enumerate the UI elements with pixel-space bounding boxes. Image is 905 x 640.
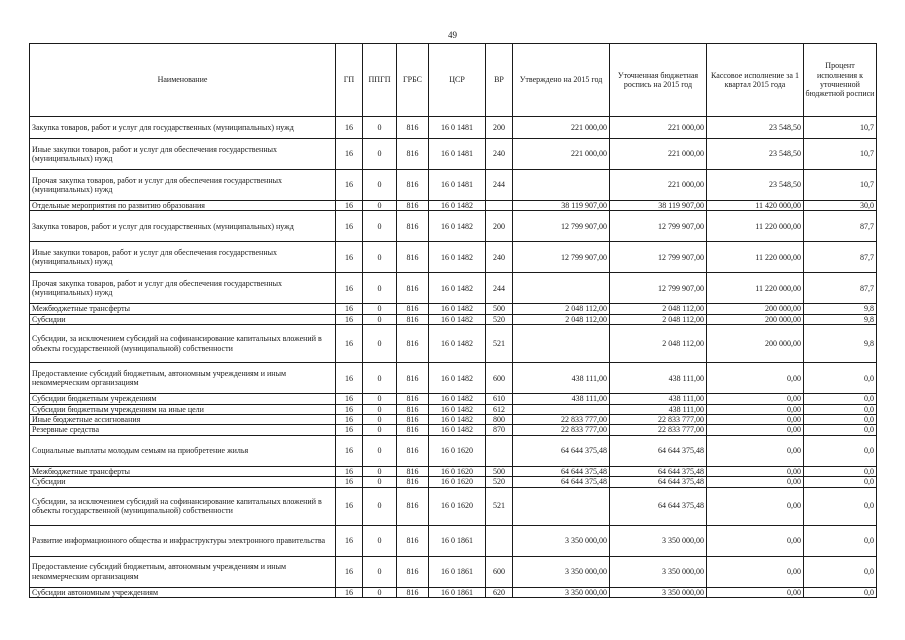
row-vr: [486, 201, 513, 211]
row-approved: [513, 170, 610, 201]
row-gp: 16: [336, 242, 363, 273]
row-cash: 0,00: [707, 404, 804, 414]
row-cash: 23 548,50: [707, 117, 804, 139]
row-approved: [513, 273, 610, 304]
row-name: Межбюджетные трансферты: [30, 304, 336, 314]
row-percent: 10,7: [804, 117, 877, 139]
row-cash: 200 000,00: [707, 304, 804, 314]
row-approved: 64 644 375,48: [513, 477, 610, 487]
row-vr: 600: [486, 363, 513, 394]
row-cash: 0,00: [707, 394, 804, 404]
table-row: [30, 477, 877, 487]
row-vr: 520: [486, 314, 513, 324]
row-refined: 3 350 000,00: [610, 556, 707, 587]
row-csr: 16 0 1482: [429, 201, 486, 211]
row-csr: 16 0 1482: [429, 415, 486, 425]
row-percent: 9,8: [804, 304, 877, 314]
table-row: [30, 363, 877, 394]
row-csr: 16 0 1482: [429, 404, 486, 414]
row-vr: 800: [486, 415, 513, 425]
row-name: Иные закупки товаров, работ и услуг для обеспечения государственных (муниципальных) нужд: [30, 139, 336, 170]
table-header-row: [30, 44, 877, 117]
row-approved: 3 350 000,00: [513, 556, 610, 587]
row-cash: 11 220 000,00: [707, 242, 804, 273]
row-name: Прочая закупка товаров, работ и услуг для обеспечения государственных (муниципальных) нужд: [30, 273, 336, 304]
header-vr: ВР: [486, 44, 513, 117]
row-approved: [513, 325, 610, 363]
row-grbs: 816: [397, 211, 429, 242]
row-vr: 200: [486, 211, 513, 242]
row-ppgp: 0: [363, 425, 397, 435]
row-ppgp: 0: [363, 487, 397, 525]
row-grbs: 816: [397, 587, 429, 597]
row-ppgp: 0: [363, 363, 397, 394]
row-refined: 2 048 112,00: [610, 314, 707, 324]
table-row: [30, 242, 877, 273]
row-csr: 16 0 1481: [429, 170, 486, 201]
row-csr: 16 0 1861: [429, 525, 486, 556]
row-grbs: 816: [397, 404, 429, 414]
row-refined: 38 119 907,00: [610, 201, 707, 211]
row-refined: 438 111,00: [610, 404, 707, 414]
row-approved: 221 000,00: [513, 117, 610, 139]
row-percent: 10,7: [804, 139, 877, 170]
row-ppgp: 0: [363, 170, 397, 201]
row-vr: 870: [486, 425, 513, 435]
row-vr: 500: [486, 466, 513, 476]
row-csr: 16 0 1861: [429, 556, 486, 587]
row-percent: 0,0: [804, 415, 877, 425]
row-cash: 0,00: [707, 477, 804, 487]
row-csr: 16 0 1482: [429, 211, 486, 242]
row-approved: 38 119 907,00: [513, 201, 610, 211]
page-number: 49: [448, 30, 457, 40]
header-grbs: ГРБС: [397, 44, 429, 117]
row-refined: 22 833 777,00: [610, 425, 707, 435]
row-percent: 0,0: [804, 394, 877, 404]
row-approved: 221 000,00: [513, 139, 610, 170]
table-row: [30, 525, 877, 556]
row-refined: 12 799 907,00: [610, 242, 707, 273]
table-row: [30, 170, 877, 201]
row-vr: 244: [486, 170, 513, 201]
row-refined: 64 644 375,48: [610, 487, 707, 525]
header-ppgp: ППГП: [363, 44, 397, 117]
row-approved: 2 048 112,00: [513, 304, 610, 314]
row-grbs: 816: [397, 415, 429, 425]
row-ppgp: 0: [363, 304, 397, 314]
table-row: [30, 325, 877, 363]
row-percent: 87,7: [804, 211, 877, 242]
row-cash: 23 548,50: [707, 139, 804, 170]
row-refined: 22 833 777,00: [610, 415, 707, 425]
row-name: Социальные выплаты молодым семьям на приобретение жилья: [30, 435, 336, 466]
row-name: Предоставление субсидий бюджетным, автономным учреждениям и иным некоммерческим организациям: [30, 363, 336, 394]
row-csr: 16 0 1482: [429, 425, 486, 435]
row-refined: 221 000,00: [610, 139, 707, 170]
row-grbs: 816: [397, 325, 429, 363]
row-vr: [486, 435, 513, 466]
row-grbs: 816: [397, 139, 429, 170]
table-row: [30, 487, 877, 525]
table-row: [30, 304, 877, 314]
row-cash: 0,00: [707, 363, 804, 394]
row-grbs: 816: [397, 363, 429, 394]
row-name: Иные закупки товаров, работ и услуг для обеспечения государственных (муниципальных) нужд: [30, 242, 336, 273]
table-row: [30, 435, 877, 466]
row-ppgp: 0: [363, 139, 397, 170]
row-ppgp: 0: [363, 211, 397, 242]
budget-table: [29, 43, 877, 598]
row-grbs: 816: [397, 304, 429, 314]
row-approved: 12 799 907,00: [513, 242, 610, 273]
row-grbs: 816: [397, 394, 429, 404]
row-approved: 438 111,00: [513, 363, 610, 394]
row-gp: 16: [336, 466, 363, 476]
row-gp: 16: [336, 477, 363, 487]
row-vr: 620: [486, 587, 513, 597]
row-name: Закупка товаров, работ и услуг для государственных (муниципальных) нужд: [30, 211, 336, 242]
row-cash: 0,00: [707, 435, 804, 466]
row-cash: 200 000,00: [707, 314, 804, 324]
row-percent: 0,0: [804, 477, 877, 487]
row-ppgp: 0: [363, 242, 397, 273]
row-vr: 610: [486, 394, 513, 404]
row-refined: 64 644 375,48: [610, 466, 707, 476]
row-cash: 0,00: [707, 525, 804, 556]
row-vr: 200: [486, 117, 513, 139]
row-gp: 16: [336, 425, 363, 435]
row-name: Субсидии, за исключением субсидий на софинансирование капитальных вложений в объекты государственной (муниципальной) собственности: [30, 487, 336, 525]
row-gp: 16: [336, 363, 363, 394]
row-ppgp: 0: [363, 394, 397, 404]
row-grbs: 816: [397, 435, 429, 466]
row-vr: 521: [486, 487, 513, 525]
row-gp: 16: [336, 587, 363, 597]
row-name: Закупка товаров, работ и услуг для государственных (муниципальных) нужд: [30, 117, 336, 139]
row-percent: 87,7: [804, 242, 877, 273]
row-vr: 240: [486, 139, 513, 170]
row-csr: 16 0 1482: [429, 394, 486, 404]
header-percent: Процент исполнения к уточненной бюджетной росписи: [804, 44, 877, 117]
row-percent: 0,0: [804, 435, 877, 466]
row-ppgp: 0: [363, 325, 397, 363]
row-percent: 0,0: [804, 587, 877, 597]
row-gp: 16: [336, 314, 363, 324]
row-ppgp: 0: [363, 415, 397, 425]
row-ppgp: 0: [363, 477, 397, 487]
row-ppgp: 0: [363, 404, 397, 414]
row-cash: 0,00: [707, 415, 804, 425]
row-gp: 16: [336, 304, 363, 314]
row-csr: 16 0 1482: [429, 325, 486, 363]
row-csr: 16 0 1482: [429, 314, 486, 324]
row-csr: 16 0 1482: [429, 242, 486, 273]
row-csr: 16 0 1481: [429, 117, 486, 139]
row-ppgp: 0: [363, 273, 397, 304]
header-name: Наименование: [30, 44, 336, 117]
row-percent: 9,8: [804, 325, 877, 363]
table-row: [30, 314, 877, 324]
table-row: [30, 587, 877, 597]
row-refined: 438 111,00: [610, 394, 707, 404]
table-row: [30, 394, 877, 404]
row-cash: 0,00: [707, 466, 804, 476]
row-refined: 12 799 907,00: [610, 273, 707, 304]
table-row: [30, 425, 877, 435]
row-cash: 200 000,00: [707, 325, 804, 363]
row-csr: 16 0 1861: [429, 587, 486, 597]
row-ppgp: 0: [363, 435, 397, 466]
row-refined: 3 350 000,00: [610, 525, 707, 556]
row-cash: 11 420 000,00: [707, 201, 804, 211]
row-ppgp: 0: [363, 466, 397, 476]
table-row: [30, 211, 877, 242]
header-approved: Утверждено на 2015 год: [513, 44, 610, 117]
row-refined: 221 000,00: [610, 117, 707, 139]
row-name: Субсидии бюджетным учреждениям: [30, 394, 336, 404]
row-gp: 16: [336, 394, 363, 404]
row-refined: 64 644 375,48: [610, 435, 707, 466]
row-grbs: 816: [397, 242, 429, 273]
row-csr: 16 0 1620: [429, 477, 486, 487]
row-percent: 0,0: [804, 404, 877, 414]
row-grbs: 816: [397, 556, 429, 587]
row-grbs: 816: [397, 487, 429, 525]
row-vr: 612: [486, 404, 513, 414]
row-cash: 23 548,50: [707, 170, 804, 201]
table-row: [30, 466, 877, 476]
row-gp: 16: [336, 139, 363, 170]
row-percent: 87,7: [804, 273, 877, 304]
row-grbs: 816: [397, 477, 429, 487]
row-name: Предоставление субсидий бюджетным, автономным учреждениям и иным некоммерческим организациям: [30, 556, 336, 587]
row-refined: 12 799 907,00: [610, 211, 707, 242]
row-grbs: 816: [397, 273, 429, 304]
row-refined: 2 048 112,00: [610, 325, 707, 363]
row-refined: 2 048 112,00: [610, 304, 707, 314]
row-cash: 11 220 000,00: [707, 273, 804, 304]
row-approved: 22 833 777,00: [513, 415, 610, 425]
row-cash: 0,00: [707, 425, 804, 435]
row-name: Субсидии автономным учреждениям: [30, 587, 336, 597]
row-percent: 30,0: [804, 201, 877, 211]
row-ppgp: 0: [363, 117, 397, 139]
row-grbs: 816: [397, 466, 429, 476]
row-percent: 0,0: [804, 487, 877, 525]
row-gp: 16: [336, 415, 363, 425]
row-approved: 438 111,00: [513, 394, 610, 404]
row-gp: 16: [336, 201, 363, 211]
header-cash: Кассовое исполнение за 1 квартал 2015 года: [707, 44, 804, 117]
row-approved: 64 644 375,48: [513, 466, 610, 476]
row-name: Субсидии бюджетным учреждениям на иные цели: [30, 404, 336, 414]
row-gp: 16: [336, 556, 363, 587]
row-name: Субсидии: [30, 477, 336, 487]
header-gp: ГП: [336, 44, 363, 117]
row-gp: 16: [336, 325, 363, 363]
row-approved: [513, 487, 610, 525]
row-csr: 16 0 1481: [429, 139, 486, 170]
row-percent: 9,8: [804, 314, 877, 324]
row-gp: 16: [336, 211, 363, 242]
table-row: [30, 201, 877, 211]
row-grbs: 816: [397, 201, 429, 211]
row-ppgp: 0: [363, 201, 397, 211]
table-row: [30, 117, 877, 139]
row-grbs: 816: [397, 117, 429, 139]
row-csr: 16 0 1620: [429, 487, 486, 525]
row-refined: 221 000,00: [610, 170, 707, 201]
row-percent: 0,0: [804, 466, 877, 476]
row-ppgp: 0: [363, 525, 397, 556]
row-gp: 16: [336, 487, 363, 525]
row-gp: 16: [336, 170, 363, 201]
row-vr: [486, 525, 513, 556]
row-vr: 244: [486, 273, 513, 304]
row-name: Межбюджетные трансферты: [30, 466, 336, 476]
header-refined: Уточненная бюджетная роспись на 2015 год: [610, 44, 707, 117]
row-ppgp: 0: [363, 556, 397, 587]
row-grbs: 816: [397, 314, 429, 324]
row-refined: 64 644 375,48: [610, 477, 707, 487]
row-name: Иные бюджетные ассигнования: [30, 415, 336, 425]
row-percent: 0,0: [804, 525, 877, 556]
row-refined: 3 350 000,00: [610, 587, 707, 597]
row-approved: 3 350 000,00: [513, 587, 610, 597]
row-csr: 16 0 1482: [429, 363, 486, 394]
row-cash: 0,00: [707, 587, 804, 597]
row-gp: 16: [336, 273, 363, 304]
row-name: Субсидии, за исключением субсидий на софинансирование капитальных вложений в объекты государственной (муниципальной) собственности: [30, 325, 336, 363]
row-vr: 500: [486, 304, 513, 314]
row-percent: 0,0: [804, 425, 877, 435]
row-grbs: 816: [397, 425, 429, 435]
row-gp: 16: [336, 117, 363, 139]
row-refined: 438 111,00: [610, 363, 707, 394]
row-percent: 10,7: [804, 170, 877, 201]
row-name: Развитие информационного общества и инфраструктуры электронного правительства: [30, 525, 336, 556]
row-gp: 16: [336, 404, 363, 414]
row-csr: 16 0 1620: [429, 466, 486, 476]
row-csr: 16 0 1620: [429, 435, 486, 466]
row-vr: 240: [486, 242, 513, 273]
row-approved: 2 048 112,00: [513, 314, 610, 324]
row-approved: 12 799 907,00: [513, 211, 610, 242]
row-approved: [513, 404, 610, 414]
row-vr: 600: [486, 556, 513, 587]
row-cash: 0,00: [707, 487, 804, 525]
row-name: Прочая закупка товаров, работ и услуг для обеспечения государственных (муниципальных) нужд: [30, 170, 336, 201]
row-ppgp: 0: [363, 587, 397, 597]
row-vr: 520: [486, 477, 513, 487]
row-name: Субсидии: [30, 314, 336, 324]
row-gp: 16: [336, 525, 363, 556]
row-grbs: 816: [397, 170, 429, 201]
row-grbs: 816: [397, 525, 429, 556]
row-cash: 0,00: [707, 556, 804, 587]
row-percent: 0,0: [804, 556, 877, 587]
row-csr: 16 0 1482: [429, 273, 486, 304]
table-row: [30, 139, 877, 170]
row-csr: 16 0 1482: [429, 304, 486, 314]
row-approved: 22 833 777,00: [513, 425, 610, 435]
row-approved: 3 350 000,00: [513, 525, 610, 556]
table-row: [30, 404, 877, 414]
table-row: [30, 556, 877, 587]
header-csr: ЦСР: [429, 44, 486, 117]
row-gp: 16: [336, 435, 363, 466]
table-row: [30, 415, 877, 425]
row-name: Отдельные мероприятия по развитию образования: [30, 201, 336, 211]
row-approved: 64 644 375,48: [513, 435, 610, 466]
table-row: [30, 273, 877, 304]
row-vr: 521: [486, 325, 513, 363]
row-percent: 0,0: [804, 363, 877, 394]
row-ppgp: 0: [363, 314, 397, 324]
row-cash: 11 220 000,00: [707, 211, 804, 242]
row-name: Резервные средства: [30, 425, 336, 435]
